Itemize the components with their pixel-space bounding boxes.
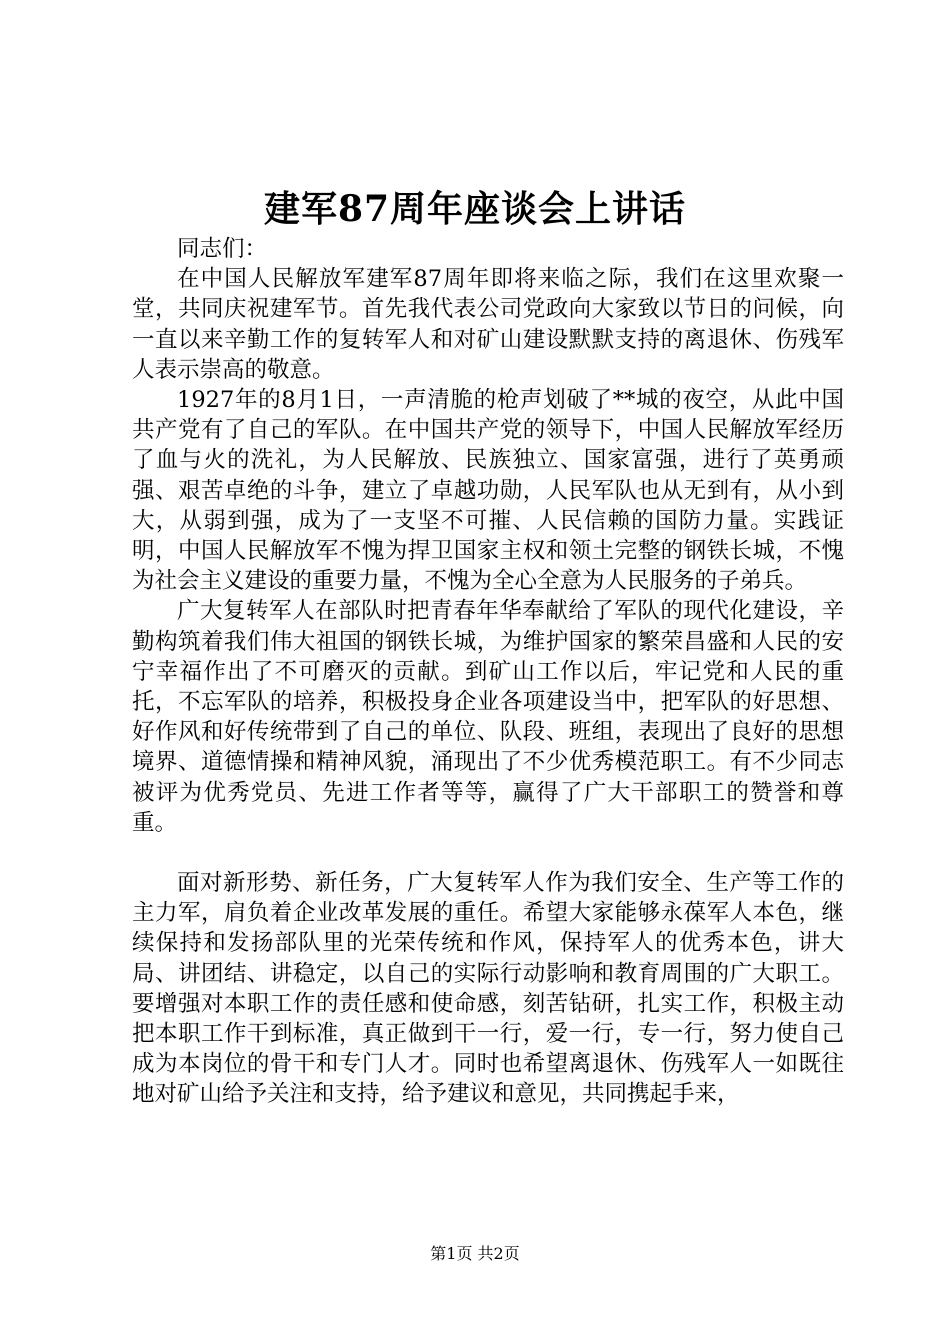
document-title: 建军87周年座谈会上讲话 — [263, 188, 687, 230]
paragraph-1: 在中国人民解放军建军87周年即将来临之际，我们在这里欢聚一堂，共同庆祝建军节。首先我代表公司党政向大家致以节日的问候，向一直以来辛勤工作的复转军人和对矿山建设默默支持的离退休、伤残军人表示崇高的敬意。 — [132, 266, 844, 383]
paragraph-2: 1927年的8月1日，一声清脆的枪声划破了**城的夜空，从此中国共产党有了自己的军队。在中国共产党的领导下，中国人民解放军经历了血与火的洗礼，为人民解放、民族独立、国家富强，进行了英勇顽强、艰苦卓绝的斗争，建立了卓越功勋，人民军队也从无到有，从小到大，从弱到强，成为了一支坚不可摧、人民信赖的国防力量。实践证明，中国人民解放军不愧为捍卫国家主权和领土完整的钢铁长城，不愧为社会主义建设的重要力量，不愧为全心全意为人民服务的子弟兵。 — [132, 387, 844, 595]
page-footer: 第1页 共2页 — [430, 1244, 520, 1263]
paragraph-4: 面对新形势、新任务，广大复转军人作为我们安全、生产等工作的主力军，肩负着企业改革发展的重任。希望大家能够永葆军人本色，继续保持和发扬部队里的光荣传统和作风，保持军人的优秀本色，讲大局、讲团结、讲稳定，以自己的实际行动影响和教育周围的广大职工。要增强对本职工作的责任感和使命感，刻苦钻研，扎实工作，积极主动把本职工作干到标准，真正做到干一行，爱一行，专一行，努力使自己成为本岗位的骨干和专门人才。同时也希望离退休、伤残军人一如既往地对矿山给予关注和支持，给予建议和意见，共同携起手来， — [132, 870, 844, 1108]
paragraph-3: 广大复转军人在部队时把青春年华奉献给了军队的现代化建设，辛勤构筑着我们伟大祖国的钢铁长城，为维护国家的繁荣昌盛和人民的安宁幸福作出了不可磨灭的贡献。到矿山工作以后，牢记党和人民的重托，不忘军队的培养，积极投身企业各项建设当中，把军队的好思想、好作风和好传统带到了自己的单位、队段、班组，表现出了良好的思想境界、道德情操和精神风貌，涌现出了不少优秀模范职工。有不少同志被评为优秀党员、先进工作者等等，赢得了广大干部职工的赞誉和尊重。 — [132, 598, 844, 836]
document-body — [132, 234, 844, 1110]
salutation: 同志们： — [177, 236, 268, 262]
